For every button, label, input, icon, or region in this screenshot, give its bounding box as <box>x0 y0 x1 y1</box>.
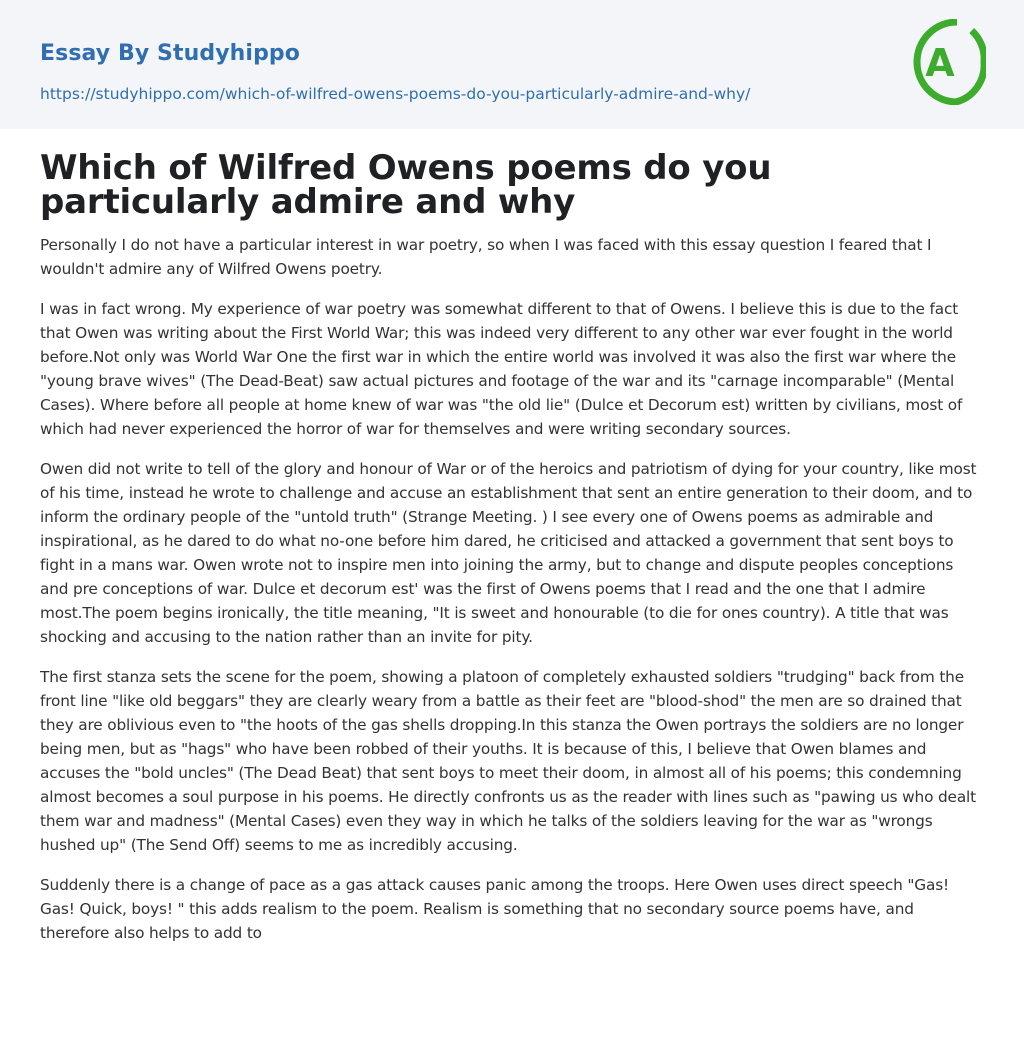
article-paragraph: Owen did not write to tell of the glory and honour of War or of the heroics and patriotism of dying for your country, like most of his time, instead he wrote to challenge and accuse an establishment that sent an entire generation to their doom, and to inform the ordinary people of the "untold truth" (Strange Meeting. ) I see every one of Owens poems as admirable and inspirational, as he dared to do what no-one before him dared, he criticised and attacked a government that sent boys to fight in a mans war. Owen wrote not to inspire men into joining the army, but to change and dispute peoples conceptions and pre conceptions of war. Dulce et decorum est' was the first of Owens poems that I read and the one that I admire most.The poem begins ironically, the title meaning, "It is sweet and honourable (to die for ones country). A title that was shocking and accusing to the nation rather than an invite for pity. <box>40 460 977 646</box>
essay-url-link[interactable]: https://studyhippo.com/which-of-wilfred-owens-poems-do-you-particularly-admire-and-why/ <box>40 85 751 103</box>
article-paragraph: Personally I do not have a particular interest in war poetry, so when I was faced with this essay question I feared that I wouldn't admire any of Wilfred Owens poetry. <box>40 236 932 278</box>
article-paragraph: The first stanza sets the scene for the poem, showing a platoon of completely exhausted soldiers "trudging" back from the front line "like old beggars" they are clearly weary from a battle as their feet are "blood-shod" the men are so drained that they are oblivious even to "the hoots of the gas shells dropping.In this stanza the Owen portrays the soldiers are no longer being men, but as "hags" who have been robbed of their youths. It is because of this, I believe that Owen blames and accuses the "bold uncles" (The Dead Beat) that sent boys to meet their doom, in almost all of his poems; this condemning almost becomes a soul purpose in his poems. He directly confronts us as the reader with lines such as "pawing us who dealt them war and madness" (Mental Cases) even they way in which he talks of the soldiers leaving for the war as "wrongs hushed up" (The Send Off) seems to me as incredibly accusing. <box>40 668 976 854</box>
article-paragraph: I was in fact wrong. My experience of war poetry was somewhat different to that of Owens. I believe this is due to the fact that Owen was writing about the First World War; this was indeed very different to any other war ever fought in the world before.Not only was World War One the first war in which the entire world was involved it was also the first war where the "young brave wives" (The Dead-Beat) saw actual pictures and footage of the war and its "carnage incomparable" (Mental Cases). Where before all people at home knew of war was "the old lie" (Dulce et Decorum est) written by civilians, most of which had never experienced the horror of war for themselves and were writing secondary sources. <box>40 300 963 438</box>
site-header <box>0 0 1024 129</box>
article-title: Which of Wilfred Owens poems do you particularly admire and why <box>40 148 772 222</box>
article-paragraph: Suddenly there is a change of pace as a gas attack causes panic among the troops. Here Owen uses direct speech "Gas! Gas! Quick, boys! " this adds realism to the poem. Realism is something that no secondary source poems have, and therefore also helps to add to <box>40 876 950 942</box>
site-brand[interactable]: Essay By Studyhippo <box>40 41 300 66</box>
studyhippo-logo-icon[interactable] <box>912 19 986 105</box>
article-body <box>0 148 1024 945</box>
logo-letter: A <box>925 41 955 85</box>
